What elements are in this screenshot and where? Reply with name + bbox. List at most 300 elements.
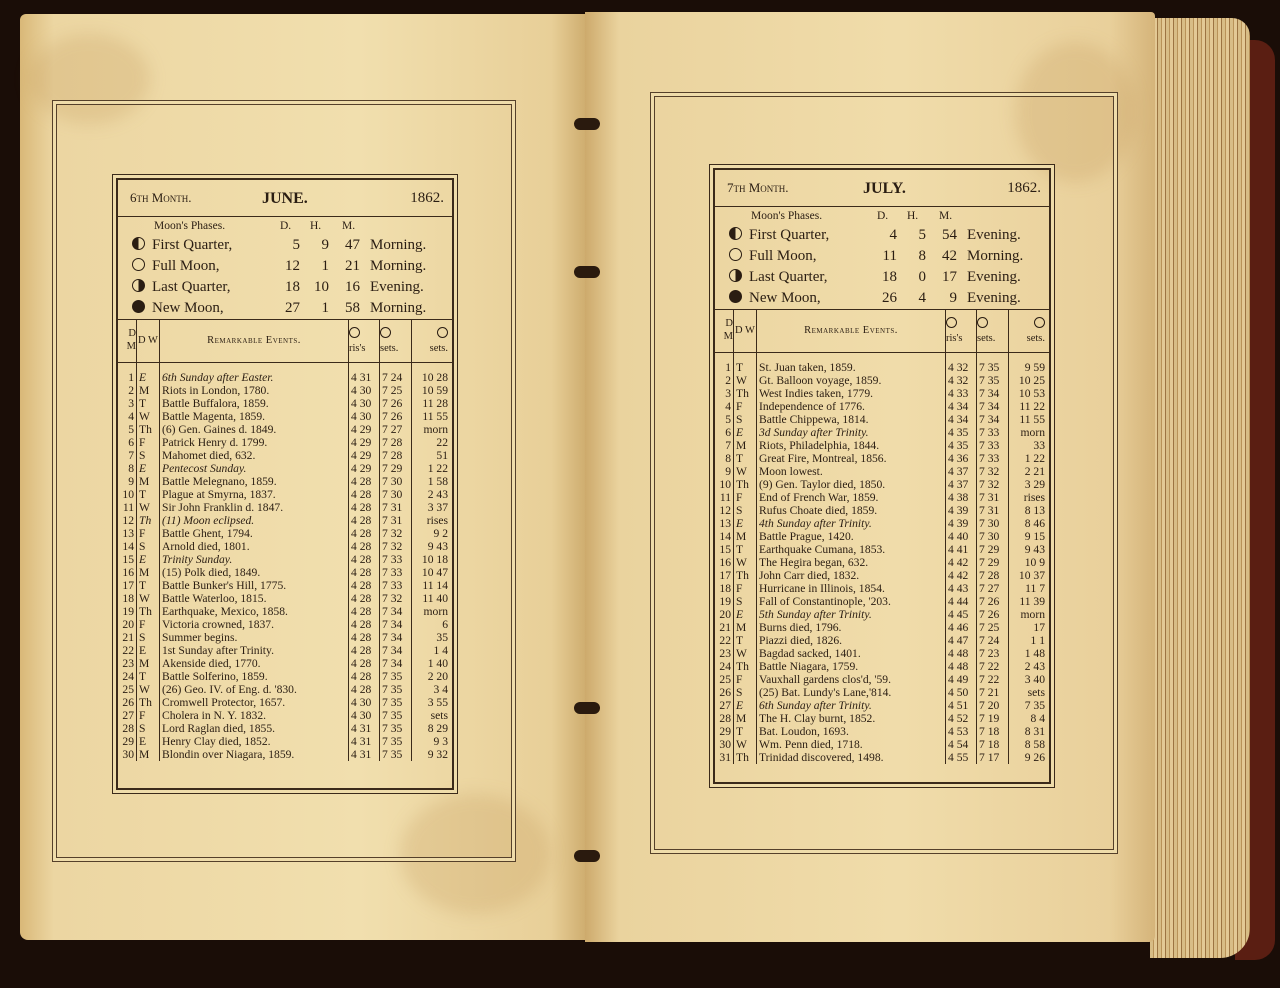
table-row — [715, 751, 1049, 764]
column-header-moon — [412, 320, 453, 363]
day-of-month: 24 — [715, 660, 734, 673]
moon-sets: 10 28 — [421, 371, 448, 384]
moon-sets: 10 37 — [1018, 568, 1045, 582]
moon-sets: sets — [430, 708, 448, 722]
sun-rises: 4 33 — [946, 387, 977, 400]
table-row — [715, 582, 1049, 595]
column-header-label: sets. — [977, 332, 996, 344]
day-of-month: 19 — [118, 605, 137, 618]
day-of-week: S — [137, 449, 160, 462]
sun-sets: 7 17 — [977, 751, 1009, 764]
table-row — [118, 748, 452, 761]
sun-sets: 7 34 — [380, 618, 412, 631]
remarkable-event: 6th Sunday after Easter. — [160, 363, 349, 384]
sun-sets: 7 33 — [977, 452, 1009, 465]
day-of-month: 9 — [118, 475, 137, 488]
sun-sets: 7 34 — [380, 605, 412, 618]
remarkable-event: Sir John Franklin d. 1847. — [160, 501, 349, 514]
day-of-week: E — [734, 608, 757, 621]
day-of-week: Th — [137, 423, 160, 436]
sun-rises: 4 51 — [946, 699, 977, 712]
day-of-month: 27 — [715, 699, 734, 712]
sun-rises: 4 53 — [946, 725, 977, 738]
day-of-week: E — [137, 735, 160, 748]
sun-sets: 7 33 — [977, 426, 1009, 439]
day-of-month: 17 — [118, 579, 137, 592]
sun-rises: 4 40 — [946, 530, 977, 543]
day-of-month: 14 — [118, 540, 137, 553]
sun-sets: 7 25 — [380, 384, 412, 397]
phase-when: Evening. — [370, 279, 424, 295]
moon-sets: 2 43 — [1024, 659, 1045, 673]
sun-rises: 4 28 — [349, 618, 380, 631]
table-row — [715, 686, 1049, 699]
phase-when: Evening. — [967, 227, 1021, 243]
moon-phase-row — [118, 256, 452, 277]
table-row — [715, 439, 1049, 452]
table-row — [118, 670, 452, 683]
table-row — [715, 465, 1049, 478]
remarkable-event: Burns died, 1796. — [757, 621, 946, 634]
remarkable-event: Great Fire, Montreal, 1856. — [757, 452, 946, 465]
day-of-month: 28 — [118, 722, 137, 735]
table-row — [118, 735, 452, 748]
month-number: 6th Month. — [130, 190, 192, 205]
day-of-week: T — [734, 452, 757, 465]
day-of-month: 3 — [715, 387, 734, 400]
day-of-week: Th — [137, 514, 160, 527]
moon-sets: 11 14 — [422, 578, 448, 592]
sun-sets: 7 35 — [380, 722, 412, 735]
phase-when: Evening. — [967, 269, 1021, 285]
moon-sets: 8 13 — [1024, 503, 1045, 517]
day-of-month: 21 — [715, 621, 734, 634]
phase-m: 17 — [942, 269, 957, 285]
day-of-week: W — [734, 465, 757, 478]
phase-d: 5 — [292, 237, 300, 253]
moon-sets: 9 3 — [433, 734, 448, 748]
table-row — [118, 553, 452, 566]
sun-sets: 7 35 — [380, 683, 412, 696]
remarkable-event: Fall of Constantinople, '203. — [757, 595, 946, 608]
day-of-week: M — [734, 439, 757, 452]
day-of-month: 9 — [715, 465, 734, 478]
sun-sets: 7 32 — [380, 540, 412, 553]
sun-sets: 7 30 — [380, 488, 412, 501]
day-of-month: 20 — [118, 618, 137, 631]
table-row — [715, 556, 1049, 569]
moon-sets: 11 28 — [422, 396, 448, 410]
sun-sets: 7 33 — [977, 439, 1009, 452]
day-of-month: 3 — [118, 397, 137, 410]
table-row — [715, 621, 1049, 634]
day-of-week: S — [734, 686, 757, 699]
remarkable-event: 1st Sunday after Trinity. — [160, 644, 349, 657]
first-quarter-icon — [132, 237, 145, 250]
phase-d: 18 — [882, 269, 897, 285]
remarkable-event: 4th Sunday after Trinity. — [757, 517, 946, 530]
sun-rises: 4 32 — [946, 374, 977, 387]
moon-phase-row — [118, 277, 452, 298]
day-of-month: 11 — [715, 491, 734, 504]
sun-sets: 7 34 — [977, 400, 1009, 413]
column-header-rise — [946, 310, 977, 353]
moon-sets: 8 31 — [1024, 724, 1045, 738]
day-of-week: S — [137, 722, 160, 735]
sun-rises: 4 30 — [349, 410, 380, 423]
sun-sets: 7 28 — [977, 569, 1009, 582]
day-of-week: W — [137, 592, 160, 605]
table-row — [715, 569, 1049, 582]
remarkable-event: Blondin over Niagara, 1859. — [160, 748, 349, 761]
phase-h: 8 — [918, 248, 926, 264]
moon-sets: 11 55 — [1019, 412, 1045, 426]
day-of-week: T — [734, 634, 757, 647]
table-row — [715, 353, 1049, 374]
column-header-events — [160, 320, 349, 363]
table-row — [118, 566, 452, 579]
table-row — [715, 504, 1049, 517]
day-of-month: 25 — [715, 673, 734, 686]
moon-sets: 3 4 — [433, 682, 448, 696]
table-row — [118, 696, 452, 709]
day-of-week: M — [734, 530, 757, 543]
remarkable-event: 6th Sunday after Trinity. — [757, 699, 946, 712]
day-of-month: 5 — [715, 413, 734, 426]
day-of-week: T — [734, 725, 757, 738]
phase-d: 27 — [285, 300, 300, 316]
day-of-month: 25 — [118, 683, 137, 696]
table-row — [715, 491, 1049, 504]
table-row — [715, 387, 1049, 400]
sun-sets: 7 19 — [977, 712, 1009, 725]
sun-sets: 7 18 — [977, 725, 1009, 738]
day-of-month: 12 — [715, 504, 734, 517]
day-of-week: S — [137, 631, 160, 644]
table-row — [118, 410, 452, 423]
remarkable-event: Lord Raglan died, 1855. — [160, 722, 349, 735]
moon-sets: 8 58 — [1024, 737, 1045, 751]
moon-sets: 1 1 — [1030, 633, 1045, 647]
sun-sets: 7 28 — [380, 449, 412, 462]
day-of-month: 26 — [118, 696, 137, 709]
phases-header-d: D. — [280, 220, 292, 232]
sun-rises: 4 39 — [946, 517, 977, 530]
moon-sets: 9 32 — [427, 747, 448, 761]
sun-sets: 7 29 — [977, 556, 1009, 569]
table-row — [715, 595, 1049, 608]
table-row — [118, 683, 452, 696]
remarkable-event: (11) Moon eclipsed. — [160, 514, 349, 527]
july-almanac-table — [713, 168, 1051, 784]
day-of-week: E — [137, 553, 160, 566]
remarkable-event: West Indies taken, 1779. — [757, 387, 946, 400]
column-header-label: D M — [126, 328, 136, 352]
phase-m: 58 — [345, 300, 360, 316]
day-of-month: 30 — [715, 738, 734, 751]
moon-sets: 1 22 — [1024, 451, 1045, 465]
day-of-month: 24 — [118, 670, 137, 683]
day-of-month: 23 — [118, 657, 137, 670]
sun-icon — [977, 317, 988, 328]
sun-sets: 7 28 — [380, 436, 412, 449]
day-of-month: 19 — [715, 595, 734, 608]
remarkable-event: Moon lowest. — [757, 465, 946, 478]
moon-sets: 8 4 — [1030, 711, 1045, 725]
table-row — [118, 436, 452, 449]
day-of-week: F — [734, 582, 757, 595]
sun-rises: 4 47 — [946, 634, 977, 647]
sun-sets: 7 18 — [977, 738, 1009, 751]
moon-sets: 2 43 — [427, 487, 448, 501]
sun-rises: 4 38 — [946, 491, 977, 504]
phase-when: Morning. — [370, 300, 427, 316]
remarkable-event: Battle Chippewa, 1814. — [757, 413, 946, 426]
moon-sets: 6 — [442, 617, 448, 631]
phases-header-label: Moon's Phases. — [751, 210, 823, 222]
table-row — [715, 400, 1049, 413]
moon-phase-row — [715, 246, 1049, 267]
day-of-month: 7 — [118, 449, 137, 462]
day-of-month: 13 — [715, 517, 734, 530]
day-of-week: E — [137, 462, 160, 475]
column-header-moon — [1009, 310, 1050, 353]
day-of-month: 1 — [715, 353, 734, 374]
table-row — [715, 530, 1049, 543]
sun-rises: 4 31 — [349, 735, 380, 748]
table-row — [118, 605, 452, 618]
moon-sets: 3 40 — [1024, 672, 1045, 686]
day-of-week: Th — [734, 569, 757, 582]
day-of-week: M — [137, 748, 160, 761]
day-of-month: 29 — [118, 735, 137, 748]
column-header-dw — [137, 320, 160, 363]
sun-rises: 4 34 — [946, 413, 977, 426]
remarkable-event: Riots in London, 1780. — [160, 384, 349, 397]
day-of-month: 27 — [118, 709, 137, 722]
table-row — [715, 673, 1049, 686]
remarkable-event: Cholera in N. Y. 1832. — [160, 709, 349, 722]
moon-sets: 10 18 — [421, 552, 448, 566]
month-name: JUNE. — [262, 190, 308, 207]
sun-rises: 4 43 — [946, 582, 977, 595]
phases-header-d: D. — [877, 210, 889, 222]
binding-stitch — [574, 118, 600, 130]
sun-rises: 4 31 — [349, 748, 380, 761]
phase-name: First Quarter, — [749, 227, 830, 243]
day-of-month: 1 — [118, 363, 137, 384]
table-row — [715, 543, 1049, 556]
remarkable-event: (25) Bat. Lundy's Lane,'814. — [757, 686, 946, 699]
day-of-month: 23 — [715, 647, 734, 660]
sun-sets: 7 34 — [380, 657, 412, 670]
sun-sets: 7 35 — [977, 374, 1009, 387]
sun-sets: 7 20 — [977, 699, 1009, 712]
day-of-week: E — [734, 426, 757, 439]
table-row — [118, 631, 452, 644]
day-of-week: T — [137, 579, 160, 592]
remarkable-event: Earthquake Cumana, 1853. — [757, 543, 946, 556]
moon-sets: 17 — [1033, 620, 1045, 634]
binding-stitch — [574, 702, 600, 714]
remarkable-event: Rufus Choate died, 1859. — [757, 504, 946, 517]
table-row — [715, 712, 1049, 725]
phase-when: Evening. — [967, 290, 1021, 306]
table-row — [118, 462, 452, 475]
day-of-week: S — [734, 595, 757, 608]
moon-sets: 22 — [436, 435, 448, 449]
sun-sets: 7 31 — [977, 504, 1009, 517]
day-of-week: T — [137, 397, 160, 410]
remarkable-event: The H. Clay burnt, 1852. — [757, 712, 946, 725]
day-of-month: 14 — [715, 530, 734, 543]
sun-rises: 4 41 — [946, 543, 977, 556]
phase-h: 1 — [321, 300, 329, 316]
sun-rises: 4 37 — [946, 465, 977, 478]
table-row — [118, 644, 452, 657]
phase-h: 4 — [918, 290, 926, 306]
remarkable-event: Battle Ghent, 1794. — [160, 527, 349, 540]
remarkable-event: Cromwell Protector, 1657. — [160, 696, 349, 709]
table-row — [118, 579, 452, 592]
sun-rises: 4 31 — [349, 722, 380, 735]
moon-sets: 11 55 — [422, 409, 448, 423]
phases-header-h: H. — [907, 210, 919, 222]
moon-sets: 10 47 — [421, 565, 448, 579]
moon-sets: 33 — [1033, 438, 1045, 452]
moon-sets: 8 29 — [427, 721, 448, 735]
day-of-week: S — [734, 413, 757, 426]
sun-rises: 4 28 — [349, 475, 380, 488]
day-of-month: 8 — [715, 452, 734, 465]
sun-sets: 7 32 — [977, 478, 1009, 491]
sun-sets: 7 33 — [380, 553, 412, 566]
phase-m: 21 — [345, 258, 360, 274]
day-of-week: M — [137, 384, 160, 397]
phase-d: 12 — [285, 258, 300, 274]
sun-sets: 7 31 — [380, 514, 412, 527]
sun-rises: 4 36 — [946, 452, 977, 465]
day-of-month: 29 — [715, 725, 734, 738]
sun-sets: 7 29 — [977, 543, 1009, 556]
column-header-set — [977, 310, 1009, 353]
day-of-month: 4 — [715, 400, 734, 413]
day-of-week: W — [137, 683, 160, 696]
day-of-week: W — [734, 556, 757, 569]
moon-sets: morn — [1020, 607, 1045, 621]
sun-sets: 7 32 — [380, 527, 412, 540]
column-header-label: D M — [723, 318, 733, 342]
sun-rises: 4 55 — [946, 751, 977, 764]
sun-sets: 7 35 — [977, 353, 1009, 374]
sun-rises: 4 28 — [349, 553, 380, 566]
day-of-week: F — [137, 436, 160, 449]
table-row — [118, 363, 452, 384]
day-of-month: 16 — [118, 566, 137, 579]
sun-rises: 4 28 — [349, 605, 380, 618]
day-of-week: M — [137, 475, 160, 488]
moon-phase-row — [715, 267, 1049, 288]
phase-name: Full Moon, — [749, 248, 817, 264]
sun-rises: 4 28 — [349, 644, 380, 657]
last-quarter-icon — [729, 269, 742, 282]
column-header-dm — [118, 320, 137, 363]
moon-phase-row — [118, 298, 452, 319]
day-of-month: 12 — [118, 514, 137, 527]
day-of-month: 18 — [118, 592, 137, 605]
day-of-week: E — [137, 644, 160, 657]
day-of-week: T — [137, 488, 160, 501]
year: 1862. — [410, 190, 444, 206]
moon-sets: 9 26 — [1024, 750, 1045, 764]
sun-rises: 4 30 — [349, 709, 380, 722]
year: 1862. — [1007, 180, 1041, 196]
day-of-week: Th — [734, 387, 757, 400]
sun-sets: 7 26 — [977, 608, 1009, 621]
phase-name: New Moon, — [152, 300, 224, 316]
day-of-month: 31 — [715, 751, 734, 764]
moon-sets: morn — [423, 422, 448, 436]
sun-rises: 4 45 — [946, 608, 977, 621]
day-of-month: 20 — [715, 608, 734, 621]
table-row — [715, 452, 1049, 465]
day-of-week: F — [137, 709, 160, 722]
phases-header-label: Moon's Phases. — [154, 220, 226, 232]
sun-rises: 4 42 — [946, 556, 977, 569]
moon-sets: 11 7 — [1025, 581, 1045, 595]
sun-rises: 4 29 — [349, 423, 380, 436]
moon-sets: 2 21 — [1024, 464, 1045, 478]
moon-sets: 8 46 — [1024, 516, 1045, 530]
table-row — [715, 374, 1049, 387]
sun-rises: 4 28 — [349, 631, 380, 644]
sun-rises: 4 28 — [349, 670, 380, 683]
remarkable-event: 3d Sunday after Trinity. — [757, 426, 946, 439]
sun-rises: 4 29 — [349, 436, 380, 449]
day-of-week: Th — [734, 751, 757, 764]
sun-sets: 7 26 — [380, 397, 412, 410]
day-of-month: 16 — [715, 556, 734, 569]
moon-sets: 2 20 — [427, 669, 448, 683]
day-of-week: E — [137, 363, 160, 384]
sun-rises: 4 29 — [349, 449, 380, 462]
phase-name: New Moon, — [749, 290, 821, 306]
table-row — [118, 397, 452, 410]
month-number: 7th Month. — [727, 180, 789, 195]
remarkable-event: Patrick Henry d. 1799. — [160, 436, 349, 449]
phase-name: First Quarter, — [152, 237, 233, 253]
day-of-week: W — [137, 501, 160, 514]
moon-sets: 3 37 — [427, 500, 448, 514]
sun-rises: 4 31 — [349, 363, 380, 384]
table-row — [118, 488, 452, 501]
table-row — [715, 634, 1049, 647]
sun-rises: 4 48 — [946, 647, 977, 660]
remarkable-event: Piazzi died, 1826. — [757, 634, 946, 647]
sun-rises: 4 28 — [349, 657, 380, 670]
remarkable-event: Battle Bunker's Hill, 1775. — [160, 579, 349, 592]
sun-rises: 4 28 — [349, 592, 380, 605]
remarkable-event: John Carr died, 1832. — [757, 569, 946, 582]
moon-phase-row — [715, 225, 1049, 246]
phase-d: 26 — [882, 290, 897, 306]
day-of-week: T — [734, 353, 757, 374]
column-header-dw — [734, 310, 757, 353]
day-of-month: 4 — [118, 410, 137, 423]
last-quarter-icon — [132, 279, 145, 292]
sun-icon — [946, 317, 957, 328]
sun-sets: 7 30 — [977, 517, 1009, 530]
